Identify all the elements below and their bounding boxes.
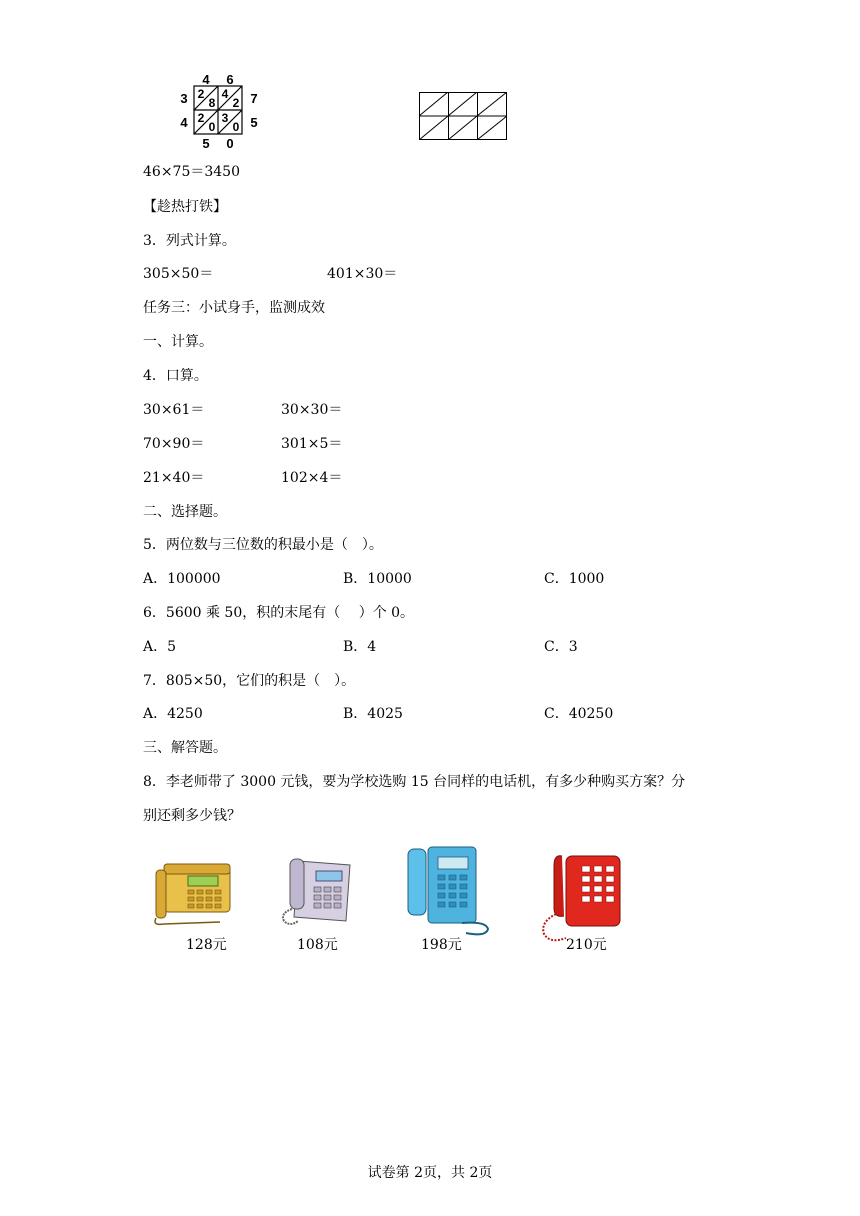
q8-stem-line1: 8．李老师带了 3000 元钱，要为学校选购 15 台同样的电话机，有多少种购买方案？分 bbox=[143, 774, 686, 790]
lattice-cell-digit: 0 bbox=[208, 120, 216, 134]
lattice-right-digit: 5 bbox=[250, 115, 258, 130]
q4-item: 301×5＝ bbox=[281, 436, 343, 452]
example-result: 46×75＝3450 bbox=[143, 164, 240, 180]
task3-heading: 任务三：小试身手，监测成效 bbox=[143, 300, 325, 316]
lattice-top-digit: 6 bbox=[226, 72, 234, 87]
page-footer: 试卷第 2页，共 2页 bbox=[367, 1165, 493, 1181]
q4-title: 4．口算。 bbox=[143, 368, 208, 384]
q4-item: 70×90＝ bbox=[143, 436, 205, 452]
q4-item: 30×61＝ bbox=[143, 402, 205, 418]
q3-item: 305×50＝ bbox=[143, 266, 214, 282]
lattice-multiplication-figure bbox=[174, 72, 274, 152]
q7-stem: 7．805×50，它们的积是（ ）。 bbox=[143, 673, 356, 689]
lattice-cell-digit: 0 bbox=[232, 120, 240, 134]
q4-item: 21×40＝ bbox=[143, 470, 205, 486]
lattice-cell-digit: 2 bbox=[232, 96, 240, 110]
q3-title: 3．列式计算。 bbox=[143, 233, 236, 249]
yellow-desk-phone-image bbox=[150, 860, 236, 926]
q8-stem-line2: 别还剩多少钱？ bbox=[143, 808, 241, 824]
lattice-bottom-digit: 5 bbox=[202, 136, 210, 151]
lattice-cell-digit: 4 bbox=[221, 87, 229, 101]
lattice-cell-digit: 2 bbox=[197, 111, 205, 125]
q5-option-c: C．1000 bbox=[544, 571, 605, 587]
q7-option-c: C．40250 bbox=[544, 706, 614, 722]
lattice-left-digit: 3 bbox=[180, 91, 188, 106]
q7-option-a: A．4250 bbox=[143, 706, 203, 722]
lattice-right-digit: 7 bbox=[250, 91, 258, 106]
lattice-top-digit: 4 bbox=[202, 72, 210, 87]
q3-item: 401×30＝ bbox=[327, 266, 398, 282]
lattice-cell-digit: 2 bbox=[197, 87, 205, 101]
section-practice-heading: 【趁热打铁】 bbox=[143, 199, 227, 215]
q5-option-b: B．10000 bbox=[343, 571, 412, 587]
blue-wall-phone-image bbox=[402, 843, 494, 937]
red-desk-phone-image bbox=[536, 852, 624, 944]
q4-item: 102×4＝ bbox=[281, 470, 343, 486]
q6-stem: 6．5600 乘 50，积的末尾有（ ）个 0。 bbox=[143, 605, 415, 621]
phone-price-label: 128元 bbox=[186, 937, 227, 953]
q6-option-b: B．4 bbox=[343, 639, 377, 655]
q7-option-b: B．4025 bbox=[343, 706, 403, 722]
empty-lattice-grid bbox=[419, 92, 507, 140]
lattice-left-digit: 4 bbox=[180, 115, 188, 130]
phone-price-label: 108元 bbox=[297, 937, 338, 953]
q6-option-c: C．3 bbox=[544, 639, 578, 655]
part3-heading: 三、解答题。 bbox=[143, 740, 227, 756]
lilac-desk-phone-image bbox=[276, 855, 356, 931]
q5-option-a: A．100000 bbox=[143, 571, 221, 587]
part2-heading: 二、选择题。 bbox=[143, 504, 227, 520]
part1-heading: 一、计算。 bbox=[143, 334, 213, 350]
q6-option-a: A．5 bbox=[143, 639, 177, 655]
q5-stem: 5．两位数与三位数的积最小是（ ）。 bbox=[143, 537, 383, 553]
phone-price-label: 210元 bbox=[566, 937, 607, 953]
phone-price-label: 198元 bbox=[421, 937, 462, 953]
lattice-cell-digit: 3 bbox=[221, 111, 229, 125]
lattice-cell-digit: 8 bbox=[208, 96, 216, 110]
lattice-bottom-digit: 0 bbox=[226, 136, 234, 151]
q4-item: 30×30＝ bbox=[281, 402, 343, 418]
